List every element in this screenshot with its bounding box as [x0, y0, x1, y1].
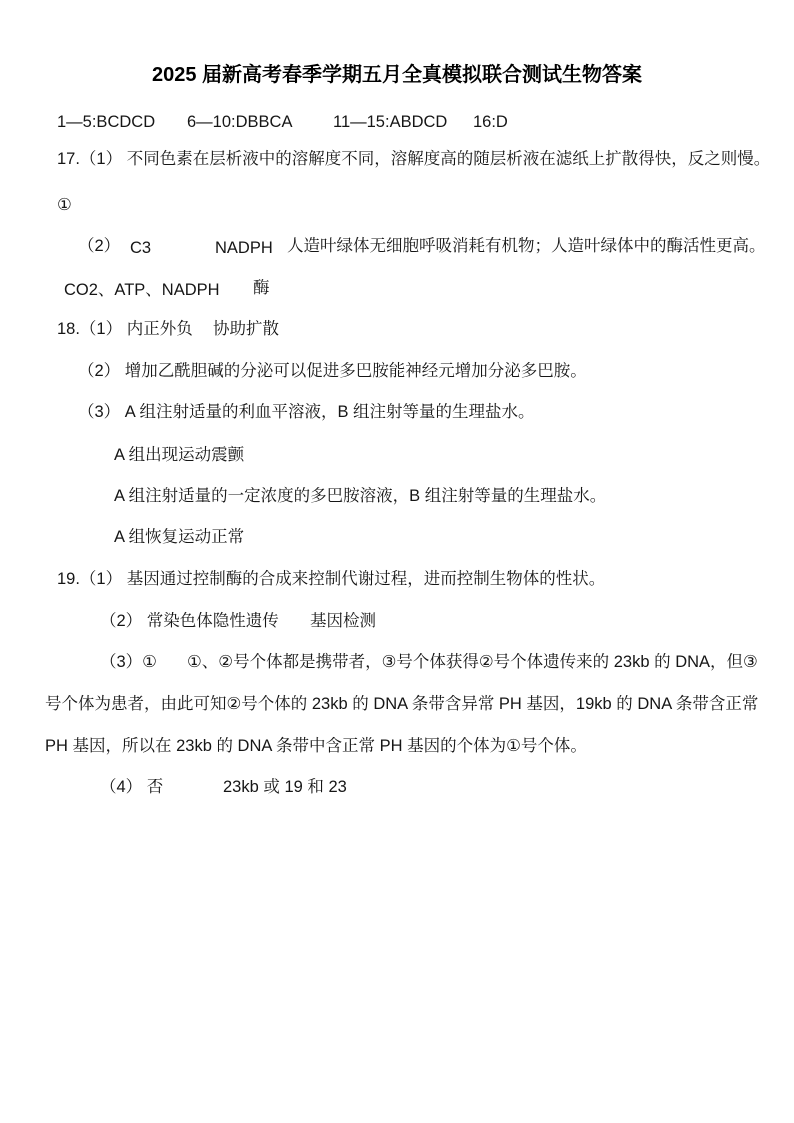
q18-part1-answer2: 协助扩散	[213, 320, 279, 338]
q17-part2-answer4: 酶	[253, 279, 270, 297]
q18-part3-step2: A 组出现运动震颤	[114, 446, 245, 464]
q17-part1-text: 17.（1） 不同色素在层析液中的溶解度不同，溶解度高的随层析液在滤纸上扩散得快，反之则慢。	[57, 150, 771, 168]
q19-part3-line3: PH 基因，所以在 23kb 的 DNA 条带中含正常 PH 基因的个体为①号个体。	[45, 737, 587, 755]
q17-part2-answer3: CO2、ATP、NADPH	[64, 281, 220, 299]
q19-part2-answer2: 基因检测	[310, 612, 376, 630]
q18-part1-answers: 18.（1） 内正外负	[57, 320, 193, 338]
q19-part3-line1: ①、②号个体都是携带者，③号个体获得②号个体遗传来的 23kb 的 DNA，但③	[187, 653, 758, 671]
q19-part3-line2: 号个体为患者，由此可知②号个体的 23kb 的 DNA 条带含异常 PH 基因，19kb 的 DNA 条带含正常	[45, 695, 759, 713]
page-title: 2025 届新高考春季学期五月全真模拟联合测试生物答案	[151, 64, 643, 86]
q17-circle-note: ①	[57, 196, 72, 214]
answer-key-16: 16:D	[473, 113, 508, 131]
q19-part3-label: （3）①	[100, 653, 157, 671]
answer-key-1-5: 1—5:BCDCD	[57, 113, 156, 131]
q17-part2-text: 人造叶绿体无细胞呼吸消耗有机物；人造叶绿体中的酶活性更高。	[287, 237, 766, 255]
q19-part4-answer2: 23kb 或 19 和 23	[223, 778, 347, 796]
q18-part3-step4: A 组恢复运动正常	[114, 528, 245, 546]
q17-part2-answer2: NADPH	[215, 239, 273, 257]
q19-part1-text: 19.（1） 基因通过控制酶的合成来控制代谢过程，进而控制生物体的性状。	[57, 570, 606, 588]
q17-part2-answer1: C3	[130, 239, 152, 257]
q19-part2-answer1: （2） 常染色体隐性遗传	[100, 612, 279, 630]
q19-part4-answer1: （4） 否	[100, 778, 164, 796]
q17-part2-label: （2）	[78, 237, 121, 255]
answer-key-6-10: 6—10:DBBCA	[187, 113, 293, 131]
q18-part3-step3: A 组注射适量的一定浓度的多巴胺溶液，B 组注射等量的生理盐水。	[114, 487, 607, 505]
answer-key-11-15: 11—15:ABDCD	[333, 113, 448, 131]
q18-part2-text: （2） 增加乙酰胆碱的分泌可以促进多巴胺能神经元增加分泌多巴胺。	[78, 362, 587, 380]
q18-part3-step1: （3） A 组注射适量的利血平溶液，B 组注射等量的生理盐水。	[78, 403, 535, 421]
